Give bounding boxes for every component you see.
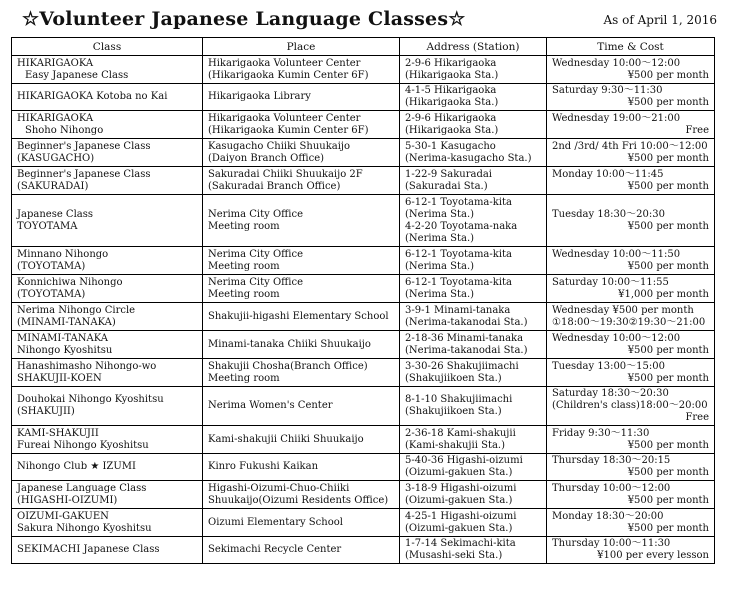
place-cell xyxy=(203,481,400,509)
address-line: (Shakujiikoen Sta.) xyxy=(405,406,502,417)
cost-line: Free xyxy=(685,124,709,136)
address-line: (Nerima Sta.) xyxy=(405,260,475,272)
place-name: Sakuradai Chiiki Shuukaijo 2F xyxy=(208,168,363,180)
class-name: Beginner's Japanese Class xyxy=(17,168,151,180)
column-header-address: Address (Station) xyxy=(400,38,547,56)
address-line: 6-12-1 Toyotama-kita xyxy=(405,196,513,208)
address-line: 1-7-14 Sekimachi-kita xyxy=(405,538,516,549)
address-line: 3-18-9 Higashi-oizumi xyxy=(405,482,517,494)
class-name: (SHAKUJII) xyxy=(17,406,75,417)
place-name: Hikarigaoka Library xyxy=(208,91,311,102)
time-line: Wednesday 10:00～12:00 xyxy=(552,332,681,344)
class-name: Japanese Language Class xyxy=(17,482,147,494)
time-line: Saturday 10:00～11:55 xyxy=(552,276,669,288)
class-cell xyxy=(12,509,203,537)
address-cell xyxy=(400,481,547,509)
address-line: (Oizumi-gakuen Sta.) xyxy=(405,467,513,478)
class-name: Easy Japanese Class xyxy=(25,69,129,81)
address-cell xyxy=(400,56,547,84)
as-of-date: As of April 1, 2016 xyxy=(603,13,717,27)
table-row xyxy=(12,359,715,387)
address-line: 5-40-36 Higashi-oizumi xyxy=(405,455,523,466)
place-name: Nerima City Office xyxy=(208,208,303,220)
place-cell xyxy=(203,111,400,139)
table-body xyxy=(12,56,715,564)
class-name: Beginner's Japanese Class xyxy=(17,140,151,152)
place-cell xyxy=(203,359,400,387)
place-name: (Daiyon Branch Office) xyxy=(208,152,325,164)
place-name: Kinro Fukushi Kaikan xyxy=(208,461,319,472)
cost-line: ¥500 per month xyxy=(627,372,709,384)
table-row xyxy=(12,509,715,537)
class-cell xyxy=(12,481,203,509)
address-cell xyxy=(400,139,547,167)
place-name: Higashi-Oizumi-Chuo-Chiiki xyxy=(208,482,350,494)
place-cell xyxy=(203,56,400,84)
address-line: (Shakujiikoen Sta.) xyxy=(405,372,502,384)
class-name: Sakura Nihongo Kyoshitsu xyxy=(17,522,152,534)
address-line: (Nerima Sta.) xyxy=(405,208,475,220)
time-line: Saturday 9:30～11:30 xyxy=(552,85,663,96)
table-row xyxy=(12,167,715,195)
cost-line: ¥500 per month xyxy=(627,344,709,356)
column-header-place: Place xyxy=(203,38,400,56)
place-cell xyxy=(203,387,400,426)
address-cell xyxy=(400,303,547,331)
class-name: HIKARIGAOKA xyxy=(17,112,94,124)
class-name: Minnano Nihongo xyxy=(17,248,109,260)
place-cell xyxy=(203,167,400,195)
table-row xyxy=(12,537,715,564)
class-cell xyxy=(12,139,203,167)
address-line: 4-2-20 Toyotama-naka xyxy=(405,220,518,232)
class-name: HIKARIGAOKA Kotoba no Kai xyxy=(17,91,168,102)
column-header-class: Class xyxy=(12,38,203,56)
class-cell xyxy=(12,303,203,331)
table-row xyxy=(12,454,715,481)
class-name: Nerima Nihongo Circle xyxy=(17,304,136,316)
place-name: Nerima City Office xyxy=(208,276,303,288)
place-cell xyxy=(203,509,400,537)
address-line: (Nerima Sta.) xyxy=(405,232,475,244)
address-cell xyxy=(400,509,547,537)
time-cost-cell xyxy=(547,454,715,481)
class-name: Shoho Nihongo xyxy=(25,124,104,136)
time-line: Wednesday 10:00～11:50 xyxy=(552,248,681,260)
place-cell xyxy=(203,454,400,481)
address-cell xyxy=(400,84,547,111)
table-row xyxy=(12,481,715,509)
column-header-time-cost: Time & Cost xyxy=(547,38,715,56)
page-title: ☆Volunteer Japanese Language Classes☆ xyxy=(22,8,466,30)
class-cell xyxy=(12,454,203,481)
time-line: Monday 18:30～20:00 xyxy=(552,510,664,522)
class-name: (HIGASHI-OIZUMI) xyxy=(17,494,118,506)
place-name: Kasugacho Chiiki Shuukaijo xyxy=(208,140,351,152)
cost-line: ¥500 per month xyxy=(627,494,709,506)
time-cost-cell xyxy=(547,537,715,564)
table-row xyxy=(12,195,715,247)
time-line: Thursday 10:00～12:00 xyxy=(552,482,671,494)
table-row xyxy=(12,111,715,139)
place-name: (Sakuradai Branch Office) xyxy=(208,180,341,192)
class-cell xyxy=(12,331,203,359)
address-line: 8-1-10 Shakujiimachi xyxy=(405,394,513,405)
address-cell xyxy=(400,426,547,454)
time-line: Tuesday 13:00～15:00 xyxy=(552,360,665,372)
class-name: Konnichiwa Nihongo xyxy=(17,276,123,288)
time-line: Thursday 10:00～11:30 xyxy=(552,538,671,549)
class-cell xyxy=(12,247,203,275)
address-line: (Kami-shakujii Sta.) xyxy=(405,439,506,451)
table-row xyxy=(12,84,715,111)
address-line: (Nerima-takanodai Sta.) xyxy=(405,344,528,356)
table-row xyxy=(12,275,715,303)
place-cell xyxy=(203,195,400,247)
place-name: Meeting room xyxy=(208,288,280,300)
class-name: Hanashimasho Nihongo-wo xyxy=(17,360,157,372)
cost-line: ¥500 per month xyxy=(627,152,709,164)
table-header-row xyxy=(12,38,715,56)
address-cell xyxy=(400,275,547,303)
address-cell xyxy=(400,387,547,426)
page-header xyxy=(0,0,743,36)
classes-table xyxy=(11,37,715,564)
cost-line: ¥500 per month xyxy=(627,220,709,232)
class-cell xyxy=(12,537,203,564)
address-line: 2-9-6 Hikarigaoka xyxy=(405,112,497,124)
address-cell xyxy=(400,167,547,195)
time-line: ①18:00～19:30②19:30～21:00 xyxy=(552,316,706,328)
place-cell xyxy=(203,247,400,275)
class-name: TOYOTAMA xyxy=(17,220,78,232)
time-line: Wednesday 19:00～21:00 xyxy=(552,112,681,124)
address-line: 5-30-1 Kasugacho xyxy=(405,140,496,152)
time-cost-cell xyxy=(547,303,715,331)
table-row xyxy=(12,387,715,426)
time-line: (Children's class)18:00～20:00 xyxy=(552,400,708,411)
address-line: 6-12-1 Toyotama-kita xyxy=(405,248,513,260)
time-line: Tuesday 18:30～20:30 xyxy=(552,208,665,220)
place-cell xyxy=(203,84,400,111)
place-name: Kami-shakujii Chiiki Shuukaijo xyxy=(208,433,364,445)
class-name: (KASUGACHO) xyxy=(17,152,95,164)
cost-line: Free xyxy=(685,412,709,423)
address-cell xyxy=(400,195,547,247)
address-line: 2-9-6 Hikarigaoka xyxy=(405,57,497,69)
address-line: 3-9-1 Minami-tanaka xyxy=(405,304,511,316)
address-cell xyxy=(400,247,547,275)
address-line: (Hikarigaoka Sta.) xyxy=(405,97,499,108)
class-cell xyxy=(12,387,203,426)
place-name: Shakujii-higashi Elementary School xyxy=(208,310,389,322)
class-cell xyxy=(12,167,203,195)
time-line: Saturday 18:30～20:30 xyxy=(552,388,669,399)
time-cost-cell xyxy=(547,56,715,84)
cost-line: ¥500 per month xyxy=(627,522,709,534)
table-row xyxy=(12,56,715,84)
cost-line: ¥500 per month xyxy=(627,180,709,192)
class-name: (TOYOTAMA) xyxy=(17,260,86,272)
table-row xyxy=(12,426,715,454)
time-cost-cell xyxy=(547,195,715,247)
class-cell xyxy=(12,56,203,84)
address-line: 6-12-1 Toyotama-kita xyxy=(405,276,513,288)
place-name: Shuukaijo(Oizumi Residents Office) xyxy=(208,494,389,506)
time-line: Wednesday 10:00～12:00 xyxy=(552,57,681,69)
time-line: Monday 10:00～11:45 xyxy=(552,168,664,180)
address-line: 4-25-1 Higashi-oizumi xyxy=(405,510,517,522)
place-name: Oizumi Elementary School xyxy=(208,516,343,528)
time-line: Wednesday ¥500 per month xyxy=(552,304,694,316)
address-line: 3-30-26 Shakujiimachi xyxy=(405,360,519,372)
class-name: Japanese Class xyxy=(17,208,93,220)
address-line: 1-22-9 Sakuradai xyxy=(405,168,493,180)
address-cell xyxy=(400,537,547,564)
time-line: Thursday 18:30～20:15 xyxy=(552,455,671,466)
class-cell xyxy=(12,359,203,387)
address-cell xyxy=(400,454,547,481)
place-cell xyxy=(203,139,400,167)
class-cell xyxy=(12,195,203,247)
class-cell xyxy=(12,84,203,111)
place-name: Sekimachi Recycle Center xyxy=(208,544,342,555)
time-cost-cell xyxy=(547,84,715,111)
class-name: HIKARIGAOKA xyxy=(17,57,94,69)
class-name: SHAKUJII-KOEN xyxy=(17,372,102,384)
class-name: OIZUMI-GAKUEN xyxy=(17,510,109,522)
address-cell xyxy=(400,359,547,387)
address-line: (Sakuradai Sta.) xyxy=(405,180,488,192)
table-row xyxy=(12,139,715,167)
cost-line: ¥500 per month xyxy=(627,439,709,451)
cost-line: ¥1,000 per month xyxy=(618,288,709,300)
place-name: Hikarigaoka Volunteer Center xyxy=(208,57,361,69)
place-name: Shakujii Chosha(Branch Office) xyxy=(208,360,368,372)
class-name: SEKIMACHI Japanese Class xyxy=(17,544,160,555)
cost-line: ¥500 per month xyxy=(627,260,709,272)
time-cost-cell xyxy=(547,509,715,537)
address-line: (Musashi-seki Sta.) xyxy=(405,550,503,561)
address-line: (Nerima-kasugacho Sta.) xyxy=(405,152,532,164)
cost-line: ¥500 per month xyxy=(627,97,709,108)
place-cell xyxy=(203,331,400,359)
address-line: 4-1-5 Hikarigaoka xyxy=(405,85,497,96)
time-cost-cell xyxy=(547,167,715,195)
class-cell xyxy=(12,426,203,454)
address-line: (Hikarigaoka Sta.) xyxy=(405,69,499,81)
class-name: MINAMI-TANAKA xyxy=(17,332,108,344)
place-name: Hikarigaoka Volunteer Center xyxy=(208,112,361,124)
time-line: 2nd /3rd/ 4th Fri 10:00～12:00 xyxy=(552,140,708,152)
address-line: (Nerima Sta.) xyxy=(405,288,475,300)
time-cost-cell xyxy=(547,331,715,359)
class-cell xyxy=(12,275,203,303)
place-name: Meeting room xyxy=(208,372,280,384)
place-cell xyxy=(203,303,400,331)
time-cost-cell xyxy=(547,247,715,275)
cost-line: ¥100 per every lesson xyxy=(597,550,709,561)
cost-line: ¥500 per month xyxy=(627,69,709,81)
time-cost-cell xyxy=(547,426,715,454)
place-name: (Hikarigaoka Kumin Center 6F) xyxy=(208,124,369,136)
address-line: (Hikarigaoka Sta.) xyxy=(405,124,499,136)
table-row xyxy=(12,247,715,275)
time-cost-cell xyxy=(547,359,715,387)
time-cost-cell xyxy=(547,139,715,167)
time-cost-cell xyxy=(547,387,715,426)
address-cell xyxy=(400,331,547,359)
class-name: Fureai Nihongo Kyoshitsu xyxy=(17,439,149,451)
class-cell xyxy=(12,111,203,139)
class-name: Nihongo Club ★ IZUMI xyxy=(17,461,136,472)
place-name: (Hikarigaoka Kumin Center 6F) xyxy=(208,69,369,81)
class-name: Nihongo Kyoshitsu xyxy=(17,344,113,356)
time-line: Friday 9:30～11:30 xyxy=(552,427,650,439)
place-name: Meeting room xyxy=(208,220,280,232)
table-row xyxy=(12,303,715,331)
address-line: 2-36-18 Kami-shakujii xyxy=(405,427,516,439)
address-line: (Nerima-takanodai Sta.) xyxy=(405,316,528,328)
time-cost-cell xyxy=(547,275,715,303)
place-cell xyxy=(203,426,400,454)
time-cost-cell xyxy=(547,111,715,139)
place-name: Meeting room xyxy=(208,260,280,272)
address-line: (Oizumi-gakuen Sta.) xyxy=(405,522,513,534)
table-row xyxy=(12,331,715,359)
class-name: (MINAMI-TANAKA) xyxy=(17,316,116,328)
address-line: (Oizumi-gakuen Sta.) xyxy=(405,494,513,506)
place-name: Nerima City Office xyxy=(208,248,303,260)
place-cell xyxy=(203,275,400,303)
class-name: (SAKURADAI) xyxy=(17,180,89,192)
place-name: Minami-tanaka Chiiki Shuukaijo xyxy=(208,338,371,350)
class-name: KAMI-SHAKUJII xyxy=(17,427,99,439)
time-cost-cell xyxy=(547,481,715,509)
cost-line: ¥500 per month xyxy=(627,467,709,478)
place-cell xyxy=(203,537,400,564)
place-name: Nerima Women's Center xyxy=(208,400,333,411)
address-cell xyxy=(400,111,547,139)
address-line: 2-18-36 Minami-tanaka xyxy=(405,332,524,344)
class-name: Douhokai Nihongo Kyoshitsu xyxy=(17,394,164,405)
class-name: (TOYOTAMA) xyxy=(17,288,86,300)
